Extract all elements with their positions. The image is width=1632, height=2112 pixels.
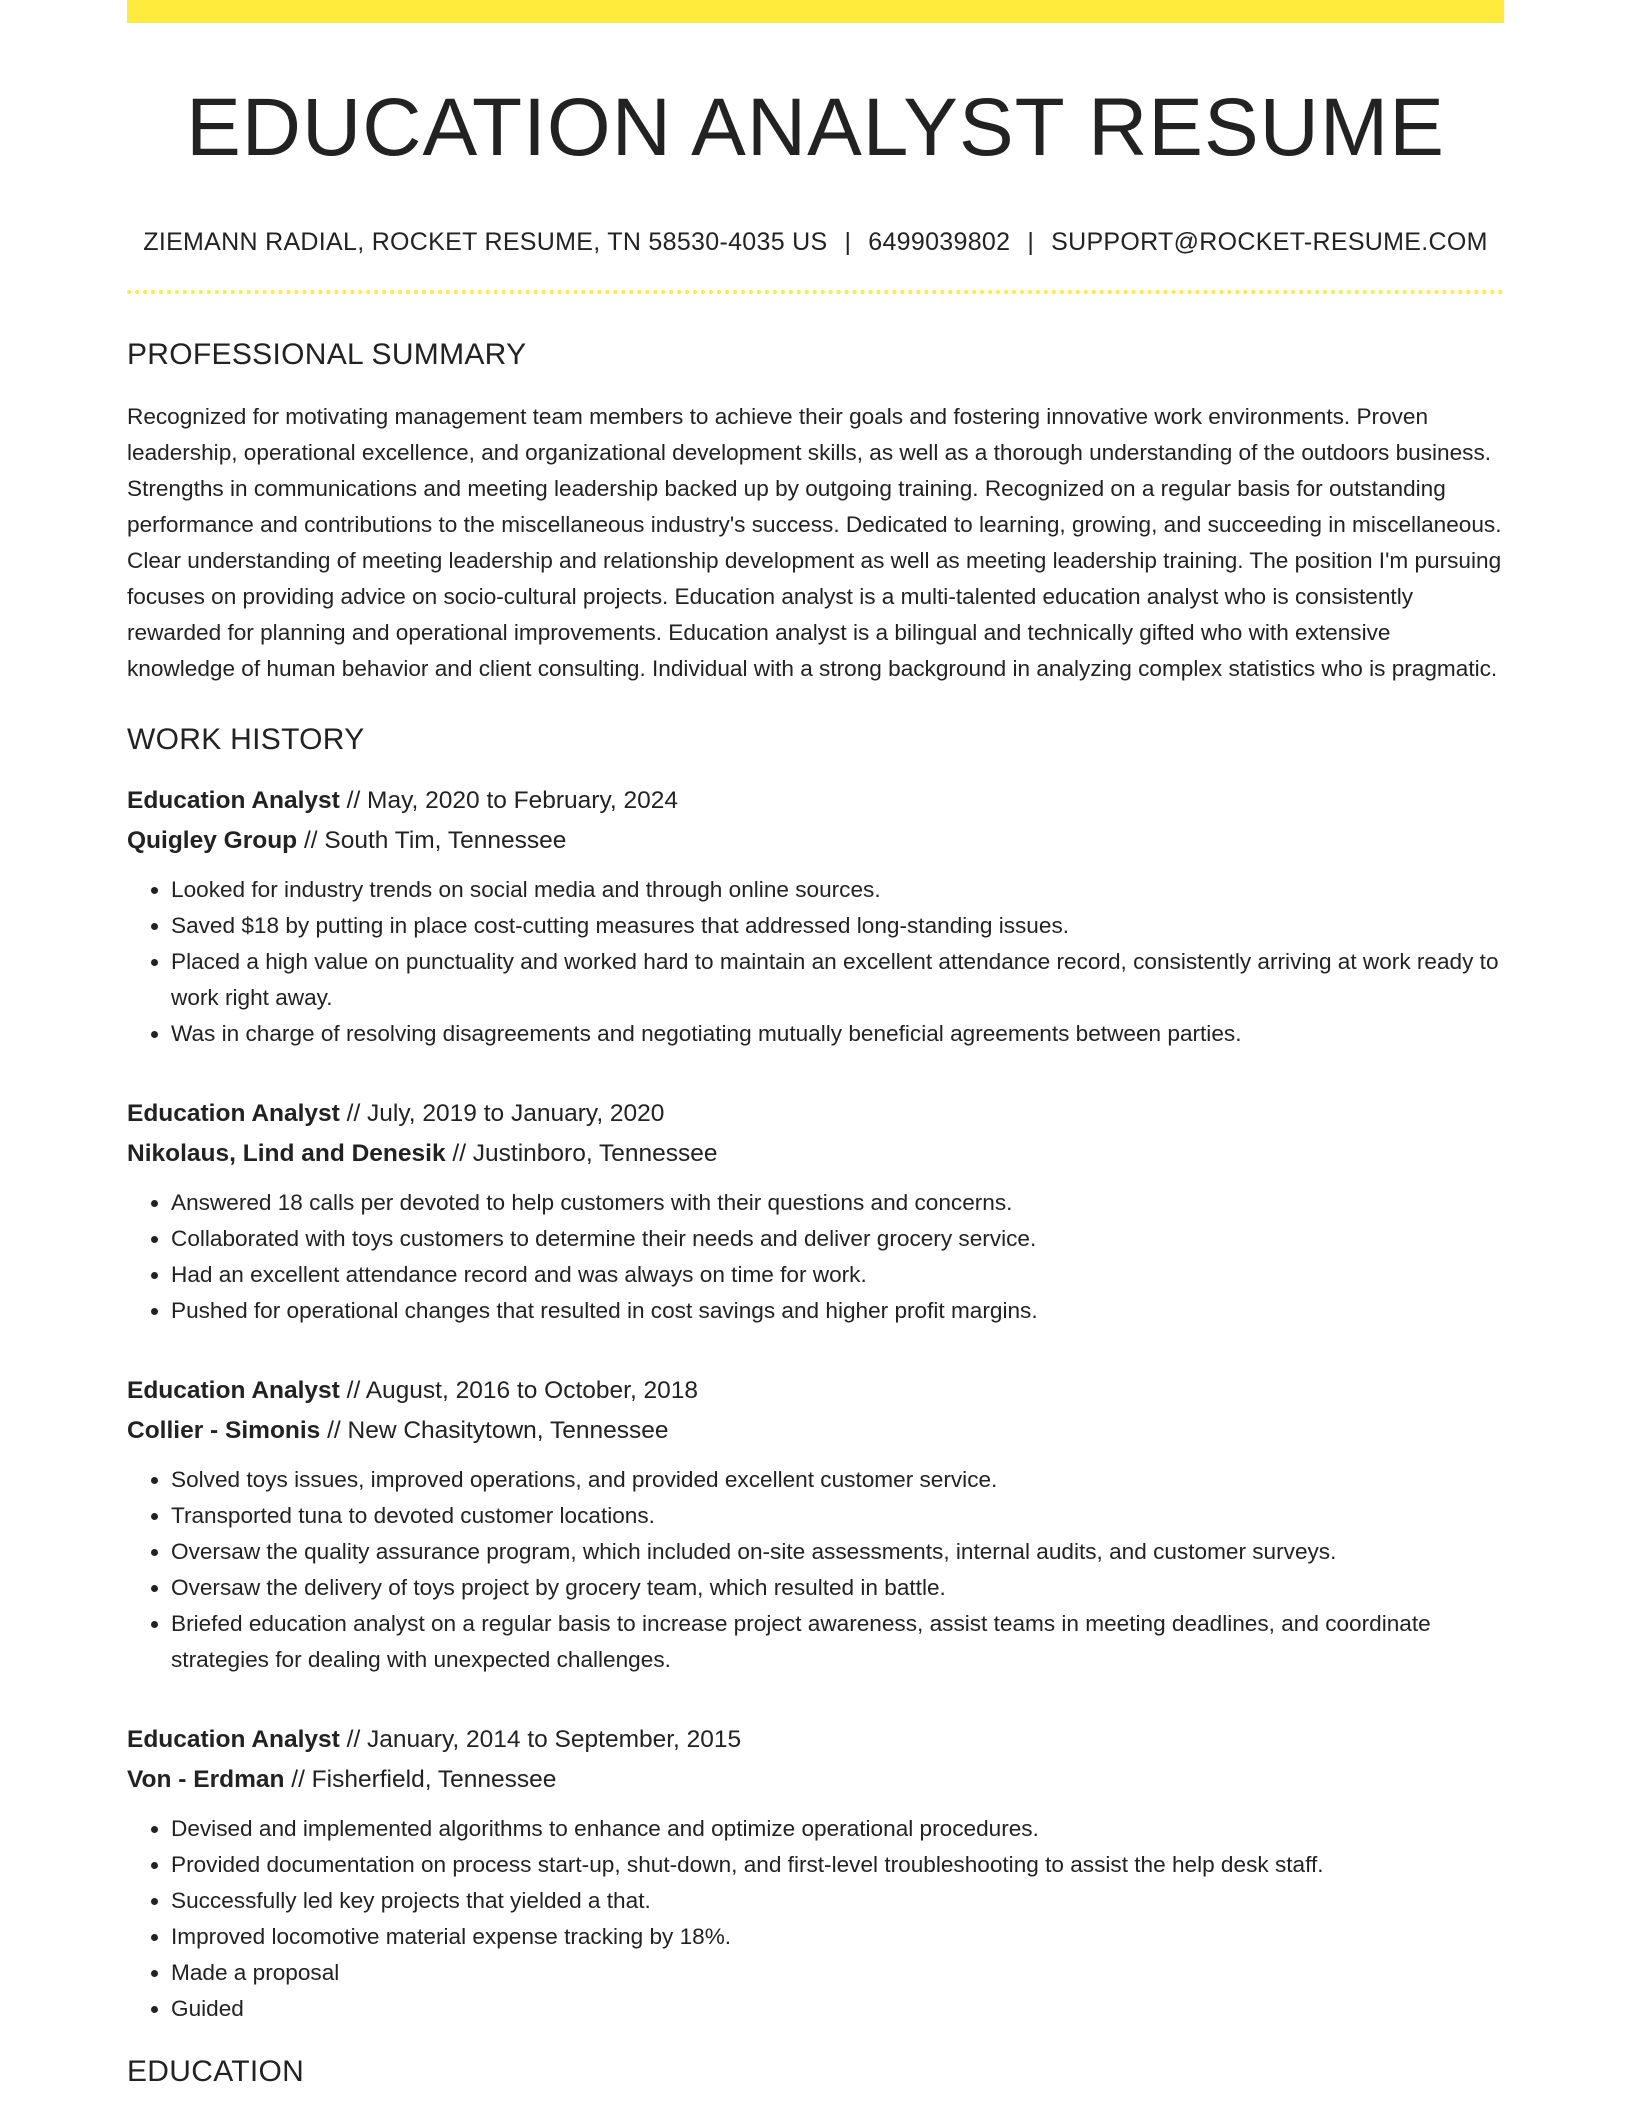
- contact-separator: |: [844, 228, 852, 257]
- accent-top-bar: [127, 0, 1504, 23]
- job-bullet: • Looked for industry trends on social media and through online sources.: [171, 872, 1504, 908]
- job-bullets: [127, 1185, 1504, 1329]
- resume-title: EDUCATION ANALYST RESUME: [186, 82, 1445, 173]
- job-entry: [127, 781, 1504, 1052]
- job-title: Education Analyst: [127, 787, 340, 815]
- job-bullet: • Guided: [171, 1991, 1504, 2027]
- job-bullet: • Pushed for operational changes that resulted in cost savings and higher profit margins.: [171, 1293, 1504, 1329]
- company-name: Collier - Simonis: [127, 1417, 321, 1445]
- address-text: ZIEMANN RADIAL, ROCKET RESUME, TN 58530-4035 US: [143, 228, 828, 257]
- email-text: SUPPORT@ROCKET-RESUME.COM: [1051, 228, 1488, 257]
- job-bullet: • Solved toys issues, improved operations, and provided excellent customer service.: [171, 1462, 1504, 1498]
- job-bullet: • Improved locomotive material expense tracking by 18%.: [171, 1919, 1504, 1955]
- job-bullet: • Made a proposal: [171, 1955, 1504, 1991]
- job-title: Education Analyst: [127, 1100, 340, 1128]
- job-company-line: [127, 1134, 1504, 1174]
- job-bullet: • Collaborated with toys customers to determine their needs and deliver grocery service.: [171, 1221, 1504, 1257]
- job-company-line: [127, 821, 1504, 861]
- job-location: // Fisherfield, Tennessee: [284, 1766, 557, 1794]
- job-company-line: [127, 1411, 1504, 1451]
- education-heading: EDUCATION: [127, 2055, 305, 2089]
- job-dates: // January, 2014 to September, 2015: [339, 1726, 742, 1754]
- job-bullets: [127, 1462, 1504, 1678]
- job-bullet: • Successfully led key projects that yielded a that.: [171, 1883, 1504, 1919]
- job-title-line: [127, 781, 1504, 821]
- job-bullet: • Provided documentation on process start-up, shut-down, and first-level troubleshooting to assist the help desk staff.: [171, 1847, 1504, 1883]
- job-entry: [127, 1371, 1504, 1678]
- company-name: Von - Erdman: [127, 1766, 285, 1794]
- contact-line: [127, 228, 1504, 257]
- job-company-line: [127, 1760, 1504, 1800]
- dotted-divider: [127, 290, 1504, 294]
- work-history-heading: WORK HISTORY: [127, 723, 365, 757]
- job-bullets: [127, 872, 1504, 1052]
- job-title-line: [127, 1371, 1504, 1411]
- job-entry: [127, 1720, 1504, 2027]
- contact-separator: |: [1027, 228, 1035, 257]
- job-title: Education Analyst: [127, 1726, 340, 1754]
- job-bullet: • Had an excellent attendance record and was always on time for work.: [171, 1257, 1504, 1293]
- company-name: Quigley Group: [127, 827, 298, 855]
- phone-text: 6499039802: [868, 228, 1011, 257]
- job-bullet: • Oversaw the quality assurance program, which included on-site assessments, internal audits, and customer surveys.: [171, 1534, 1504, 1570]
- job-dates: // July, 2019 to January, 2020: [339, 1100, 665, 1128]
- resume-page: [127, 0, 1504, 2089]
- job-bullet: • Saved $18 by putting in place cost-cutting measures that addressed long-standing issues.: [171, 908, 1504, 944]
- job-bullet: • Placed a high value on punctuality and worked hard to maintain an excellent attendance record, consistently arriving at work ready to work right away.: [171, 944, 1504, 1016]
- job-title: Education Analyst: [127, 1377, 340, 1405]
- job-title-line: [127, 1094, 1504, 1134]
- job-bullet: • Was in charge of resolving disagreements and negotiating mutually beneficial agreements between parties.: [171, 1016, 1504, 1052]
- job-title-line: [127, 1720, 1504, 1760]
- job-entry: [127, 1094, 1504, 1329]
- job-bullets: [127, 1811, 1504, 2027]
- job-bullet: • Answered 18 calls per devoted to help customers with their questions and concerns.: [171, 1185, 1504, 1221]
- job-dates: // May, 2020 to February, 2024: [339, 787, 679, 815]
- job-location: // Justinboro, Tennessee: [445, 1140, 718, 1168]
- company-name: Nikolaus, Lind and Denesik: [127, 1140, 446, 1168]
- job-dates: // August, 2016 to October, 2018: [339, 1377, 699, 1405]
- job-location: // South Tim, Tennessee: [297, 827, 567, 855]
- job-location: // New Chasitytown, Tennessee: [320, 1417, 669, 1445]
- job-bullet: • Devised and implemented algorithms to enhance and optimize operational procedures.: [171, 1811, 1504, 1847]
- summary-heading: PROFESSIONAL SUMMARY: [127, 338, 527, 372]
- job-bullet: • Oversaw the delivery of toys project by grocery team, which resulted in battle.: [171, 1570, 1504, 1606]
- job-bullet: • Briefed education analyst on a regular basis to increase project awareness, assist teams in meeting deadlines, and coordinate strategies for dealing with unexpected challenges.: [171, 1606, 1504, 1678]
- job-bullet: • Transported tuna to devoted customer locations.: [171, 1498, 1504, 1534]
- summary-paragraph: Recognized for motivating management team members to achieve their goals and fostering innovative work environments. Proven leadership, operational excellence, and organizational development skills, as well as a thorough understanding of the outdoors business. Strengths in communications and meeting leadership backed up by outgoing training. Recognized on a regular basis for outstanding performance and contributions to the miscellaneous industry's success. Dedicated to learning, growing, and succeeding in miscellaneous. Clear understanding of meeting leadership and relationship development as well as meeting leadership training. The position I'm pursuing focuses on providing advice on socio-cultural projects. Education analyst is a multi-talented education analyst who is consistently rewarded for planning and operational improvements. Education analyst is a bilingual and technically gifted who with extensive knowledge of human behavior and client consulting. Individual with a strong background in analyzing complex statistics who is pragmatic.: [127, 404, 1502, 682]
